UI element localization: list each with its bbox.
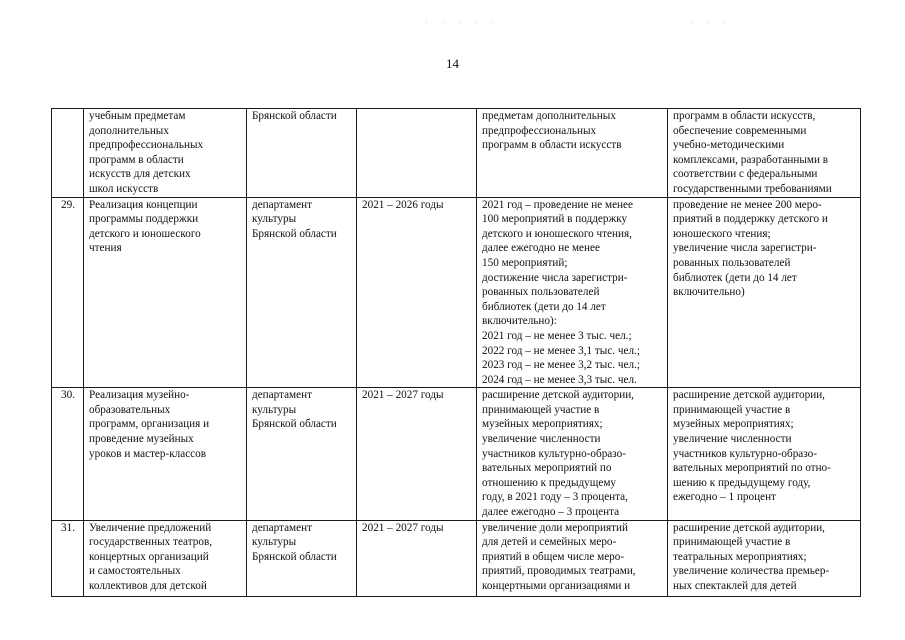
- cell-indicator: [477, 520, 668, 596]
- cell-text-line: рованных пользователей: [673, 256, 791, 269]
- cell-text-line: Брянской области: [252, 227, 337, 240]
- cell-text-line: комплексами, разработанными в: [673, 153, 829, 166]
- cell-text-line: коллективов для детской: [89, 580, 207, 592]
- cell-text-line: государственных театров,: [89, 536, 213, 549]
- page-number: 14: [446, 56, 459, 71]
- cell-text-line: Брянской области: [252, 418, 337, 431]
- cell-text-line: предпрофессиональных: [482, 124, 597, 137]
- cell-text-line: приятий, проводимых театрами,: [482, 565, 636, 578]
- cell-text-line: увеличение численности: [673, 433, 792, 446]
- table-row: [52, 197, 861, 388]
- cell-text-line: включительно): [673, 286, 745, 299]
- cell-executor: [247, 197, 357, 388]
- cell-text-line: и самостоятельных: [89, 565, 181, 578]
- cell-text-line: Брянской области: [252, 110, 337, 122]
- row-number: 30.: [61, 389, 75, 402]
- cell-text-line: программ в области: [89, 153, 184, 166]
- cell-text-line: году, в 2021 году – 3 процента,: [482, 491, 628, 504]
- cell-text: 2021 – 2027 годы: [362, 521, 444, 534]
- cell-period: [357, 109, 477, 198]
- cell-indicator: [477, 109, 668, 198]
- cell-text-line: музейных мероприятиях;: [673, 418, 794, 431]
- cell-activity: [84, 109, 247, 198]
- table-row: [52, 388, 861, 520]
- cell-text-line: приятий в поддержку детского и: [673, 213, 828, 226]
- cell-text-line: обеспечение современными: [673, 124, 807, 137]
- cell-text-line: культуры: [252, 536, 297, 549]
- cell-result: [668, 520, 861, 596]
- cell-text-line: учебно-методическими: [673, 139, 785, 152]
- cell-text-line: ных спектаклей для детей: [673, 580, 797, 592]
- cell-result: [668, 388, 861, 520]
- cell-text-line: далее ежегодно не менее: [482, 242, 600, 255]
- cell-text-line: программ в области искусств: [482, 139, 622, 152]
- cell-text: 2021 – 2027 годы: [362, 389, 444, 402]
- cell-text-line: участников культурно-образо-: [673, 447, 817, 460]
- cell-text-line: департамент: [252, 389, 312, 402]
- cell-text-line: увеличение численности: [482, 433, 601, 446]
- cell-indicator: [477, 197, 668, 388]
- row-number: 29.: [61, 198, 75, 211]
- cell-text-line: вательных мероприятий по отно-: [673, 462, 831, 475]
- cell-text-line: далее ежегодно – 3 процента: [482, 506, 620, 519]
- cell-activity: [84, 388, 247, 520]
- cell-text-line: 150 мероприятий;: [482, 256, 568, 269]
- cell-text-line: отношению к предыдущему: [482, 476, 617, 489]
- cell-text-line: Реализация концепции: [89, 198, 198, 211]
- cell-text-line: 2022 год – не менее 3,1 тыс. чел.;: [482, 344, 640, 357]
- cell-text-line: проведение не менее 200 меро-: [673, 198, 822, 211]
- cell-executor: [247, 109, 357, 198]
- cell-text-line: библиотек (дети до 14 лет: [482, 300, 606, 313]
- cell-text-line: департамент: [252, 521, 312, 534]
- cell-text-line: 2021 год – не менее 3 тыс. чел.;: [482, 329, 632, 342]
- cell-text-line: принимающей участие в: [673, 403, 791, 416]
- cell-text-line: увеличение числа зарегистри-: [673, 242, 817, 255]
- cell-text-line: предпрофессиональных: [89, 139, 204, 152]
- cell-text-line: увеличение доли мероприятий: [482, 521, 628, 534]
- cell-text-line: уроков и мастер-классов: [89, 447, 207, 460]
- program-table: [51, 108, 861, 597]
- cell-text-line: Брянской области: [252, 550, 337, 563]
- cell-num: [52, 520, 84, 596]
- cell-text-line: участников культурно-образо-: [482, 447, 626, 460]
- cell-text-line: вательных мероприятий по: [482, 462, 612, 475]
- cell-text-line: программ в области искусств,: [673, 110, 816, 122]
- cell-text-line: рованных пользователей: [482, 286, 600, 299]
- cell-text-line: юношеского чтения;: [673, 227, 771, 240]
- cell-text-line: искусств для детских: [89, 168, 191, 181]
- cell-text-line: Реализация музейно-: [89, 389, 190, 402]
- row-number: 31.: [61, 521, 75, 534]
- cell-text: 2021 – 2026 годы: [362, 198, 444, 211]
- cell-text-line: приятий в общем числе меро-: [482, 550, 625, 563]
- cell-text-line: принимающей участие в: [673, 536, 791, 549]
- cell-text-line: включительно):: [482, 315, 557, 328]
- cell-indicator: [477, 388, 668, 520]
- cell-text-line: 100 мероприятий в поддержку: [482, 213, 628, 226]
- cell-text-line: соответствии с федеральными: [673, 168, 818, 181]
- cell-text-line: учебным предметам: [89, 110, 186, 122]
- cell-activity: [84, 197, 247, 388]
- cell-activity: [84, 520, 247, 596]
- cell-text-line: библиотек (дети до 14 лет: [673, 271, 797, 284]
- cell-text-line: театральных мероприятиях;: [673, 550, 807, 563]
- cell-text-line: программ, организация и: [89, 418, 210, 431]
- cell-period: [357, 388, 477, 520]
- cell-text-line: департамент: [252, 198, 312, 211]
- cell-text-line: расширение детской аудитории,: [673, 389, 825, 402]
- cell-text-line: образовательных: [89, 403, 171, 416]
- cell-text-line: 2023 год – не менее 3,2 тыс. чел.;: [482, 359, 640, 372]
- cell-text-line: детского и юношеского чтения,: [482, 227, 632, 240]
- cell-text-line: шению к предыдущему году,: [673, 476, 811, 489]
- cell-text-line: расширение детской аудитории,: [482, 389, 634, 402]
- cell-text-line: увеличение количества премьер-: [673, 565, 830, 578]
- scan-artifact: · · ·: [690, 18, 732, 27]
- cell-text-line: Увеличение предложений: [89, 521, 212, 534]
- cell-executor: [247, 388, 357, 520]
- cell-text-line: концертными организациями и: [482, 580, 631, 592]
- cell-text-line: предметам дополнительных: [482, 110, 616, 122]
- cell-result: [668, 109, 861, 198]
- cell-num: [52, 197, 84, 388]
- cell-text-line: достижение числа зарегистри-: [482, 271, 628, 284]
- cell-period: [357, 197, 477, 388]
- cell-text-line: музейных мероприятиях;: [482, 418, 603, 431]
- cell-text-line: школ искусств: [89, 182, 159, 195]
- table-row: [52, 109, 861, 198]
- cell-text-line: концертных организаций: [89, 550, 209, 563]
- cell-text-line: принимающей участие в: [482, 403, 600, 416]
- cell-period: [357, 520, 477, 596]
- cell-text-line: детского и юношеского: [89, 227, 201, 240]
- cell-text-line: культуры: [252, 403, 297, 416]
- cell-text-line: для детей и семейных меро-: [482, 536, 617, 549]
- cell-num: [52, 388, 84, 520]
- cell-executor: [247, 520, 357, 596]
- cell-text-line: чтения: [89, 242, 122, 255]
- cell-text-line: программы поддержки: [89, 213, 199, 226]
- cell-text-line: проведение музейных: [89, 433, 194, 446]
- table-row: [52, 520, 861, 596]
- table-body: [52, 109, 861, 597]
- cell-text-line: дополнительных: [89, 124, 169, 137]
- scan-artifact: · · · · ·: [425, 18, 501, 27]
- cell-num: [52, 109, 84, 198]
- cell-text-line: культуры: [252, 213, 297, 226]
- cell-text-line: расширение детской аудитории,: [673, 521, 825, 534]
- cell-text-line: 2021 год – проведение не менее: [482, 198, 633, 211]
- cell-text-line: ежегодно – 1 процент: [673, 491, 776, 504]
- cell-text-line: 2024 год – не менее 3,3 тыс. чел.: [482, 373, 637, 386]
- cell-result: [668, 197, 861, 388]
- cell-text-line: государственными требованиями: [673, 182, 832, 195]
